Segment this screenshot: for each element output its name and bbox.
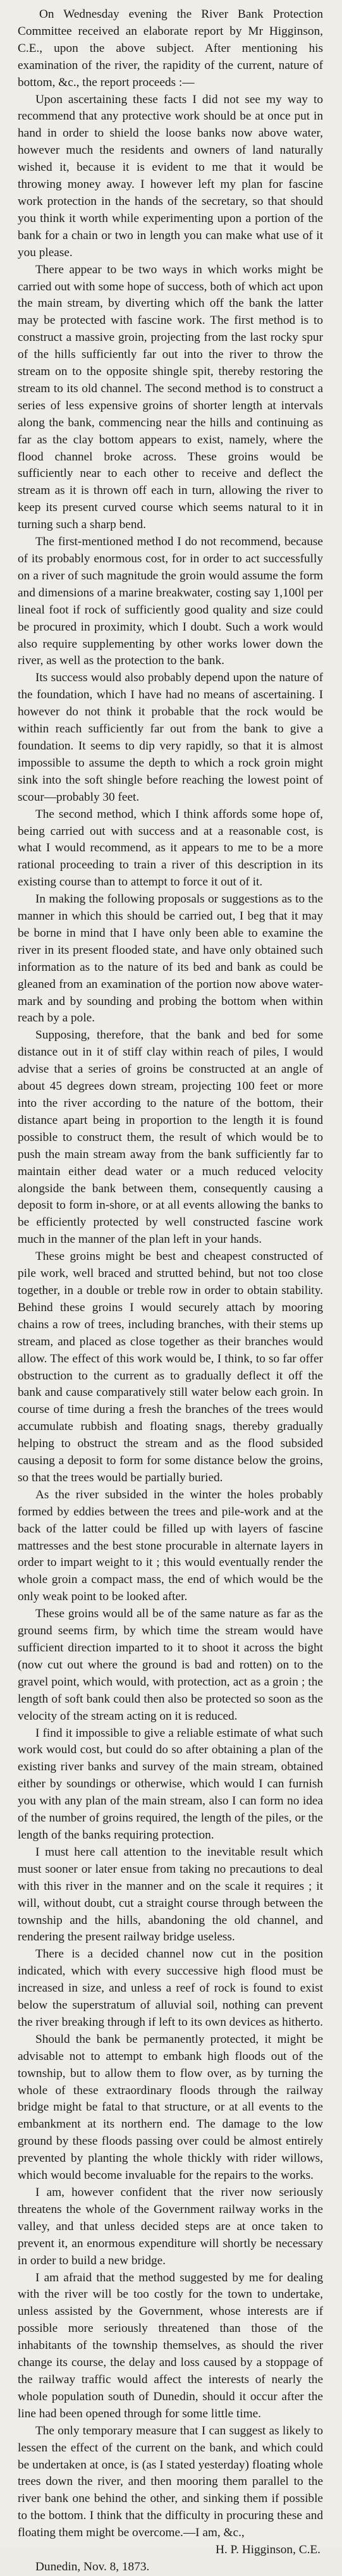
report-paragraph-16: I am afraid that the method suggested by me for dealing with the river will be too costly for the town to undertake, unless assisted by the Government, whose interests are if possible more seriously threatened than those of the inhabitants of the township themselves, as should the river change its course, the delay and loss caused by a stoppage of the railway traffic would affect the interests of nearly the whole population south of Dunedin, should it occur after the line had been opened through for some little time. [18,2271,323,2420]
report-paragraph-7: Supposing, therefore, that the bank and bed for some distance out in it of stiff clay within reach of piles, I would advise that a series of groins be constructed at an angle of about 45 degrees down stream, projecting 100 feet or more into the river according to the nature of the bottom, their distance apart being in proportion to the length it is found possible to construct them, the result of which would be to push the main stream away from the bank sufficiently far to maintain either dead water or a much reduced velocity alongside the bank between them, consequently causing a deposit to form in-shore, or at all events allowing the banks to be efficiently protected by well constructed fascine work much in the manner of the plan left in your hands. [18,1028,323,1247]
report-paragraph-15: I am, however confident that the river now seriously threatens the whole of the Government railway works in the valley, and that unless decided steps are at once taken to prevent it, an enormous expenditure will shortly be necessary in order to build a new bridge. [18,2186,323,2267]
report-paragraph-1: Upon ascertaining these facts I did not see my way to recommend that any protective work should be at once put in hand in order to shield the loose banks now above water, however much the residents and owners of land naturally wished it, because it is evident to me that it would be throwing money away. I however left my plan for fascine work protection in the hands of the secretary, so that should you think it worth while experimenting upon a portion of the bank for a chain or two in length you can make what use of it you please. [18,92,323,259]
report-paragraph-6: In making the following proposals or suggestions as to the manner in which this should be carried out, I beg that it may be borne in mind that I have only been able to examine the river in its present flooded state, and have only obtained such information as to the nature of its bed and bank as could be gleaned from an examination of the portion now above water-mark and by sounding and probing the bottom when within reach by a pole. [18,892,323,1025]
report-paragraph-8: These groins might be best and cheapest constructed of pile work, well braced and strutted behind, but not too close together, in a double or treble row in order to obtain stability. Behind these groins I would securely attach by mooring chains a row of trees, including branches, with their stems up stream, and placed as close together as their branches would allow. The effect of this work would be, I think, to so far offer obstruction to the current as to gradually deflect it off the bank and cause comparatively still water below each groin. In course of time during a fresh the branches of the trees would accumulate rubbish and floating snags, thereby gradually helping to obstruct the stream and as the flood subsided causing a deposit to form for some distance below the groins, so that the trees would be partially buried. [18,1250,323,1484]
report-paragraph-14: Should the bank be permanently protected, it might be advisable not to attempt to embank high floods out of the township, but to allow them to flow over, as by turning the whole of these extraordinary floods through the railway bridge might be fatal to that structure, or at all events to the embankment at its northern end. The damage to the low ground by these floods passing over could be almost entirely prevented by planting the whole thickly with rider willows, which would become invaluable for the repairs to the works. [18,2032,323,2183]
report-paragraph-5: The second method, which I think affords some hope of, being carried out with success and at a reasonable cost, is what I would recommend, as it appears to me to be a more rational proceeding to train a river of this description in its existing course than to attempt to force it out of it. [18,807,323,889]
report-paragraph-17: The only temporary measure that I can suggest as likely to lessen the effect of the current on the bank, and which could be undertaken at once, is (as I stated yesterday) floating whole trees down the river, and then mooring them parallel to the river bank one behind the other, and sinking them if possible to the bottom. I think that the difficulty in procuring these and floating them might be overcome.—I am, &c., [18,2424,323,2540]
report-paragraph-2: There appear to be two ways in which works might be carried out with some hope of success, both of which act upon the main stream, by diverting which off the bank the latter may be protected with fascine work. The first method is to construct a massive groin, projecting from the last rocky spur of the hills sufficiently far out into the river to throw the stream on to the opposite shingle spit, thereby restoring the stream to its old channel. The second method is to construct a series of less expensive groins of shorter length at intervals along the bank, commencing near the hills and continuing as far as the clay bottom appears to exist, namely, where the flood channel broke across. These groins would be sufficiently near to each other to receive and deflect the stream as it is thrown off each in turn, allowing the river to keep its present curved course which seems natural to it in turning such a sharp bend. [18,262,323,532]
report-paragraph-9: As the river subsided in the winter the holes probably formed by eddies between the trees and pile-work and at the back of the latter could be filled up with layers of fascine mattresses and the best stone procurable in alternate layers in order to impart weight to it ; this would eventually render the whole groin a compact mass, the end of which would be the only weak point to be looked after. [18,1488,323,1604]
report-paragraph-12: I must here call attention to the inevitable result which must sooner or later ensue from taking no precautions to deal with this river in the manner and on the scale it requires ; it will, without doubt, cut a straight course through between the township and the hills, abandoning the old channel, and rendering the present railway bridge useless. [18,1845,323,1944]
report-paragraph-4: Its success would also probably depend upon the nature of the foundation, which I have had no means of ascertaining. I however do not think it probable that the rock would be within reach sufficiently far out from the bank to give a foundation. It seems to dip very rapidly, so that it is almost impossible to assume the depth to which a rock groin might sink into the soft shingle before reaching the lowest point of scour—probably 30 feet. [18,671,323,804]
intro-paragraph: On Wednesday evening the River Bank Protection Committee received an elaborate report by Mr Higginson, C.E., upon the above subject. After mentioning his examination of the river, the rapidity of the current, nature of bottom, &c., the report proceeds :— [18,8,323,89]
report-paragraph-3: The first-mentioned method I do not recommend, because of its probably enormous cost, for in order to act successfully on a river of such magnitude the groin would assume the form and dimensions of a marine breakwater, costing say 1,100l per lineal foot if rock of sufficiently good quality and size could be procured in proximity, which I doubt. Such a work would also require supplementing by other works lower down the river, as well as the protection to the bank. [18,535,323,668]
report-paragraph-10: These groins would all be of the same nature as far as the ground seems firm, by which time the stream would have sufficient direction imparted to it to shoot it across the bight (now cut out where the ground is bad and rotten) on to the gravel point, which would, with protection, act as a groin ; the length of soft bank could then also be protected so soon as the velocity of the stream acting on it is reduced. [18,1607,323,1723]
dateline: Dunedin, Nov. 8, 1873. [35,2560,150,2573]
author-signature: H. P. Higginson, C.E. [215,2543,321,2557]
report-paragraph-13: There is a decided channel now cut in the position indicated, which with every successive high flood must be increased in size, and unless a reef of rock is found to exist below the superstratum of alluvial soil, nothing can prevent the river breaking through if left to its own devices as hitherto. [18,1947,323,2029]
report-paragraph-11: I find it impossible to give a reliable estimate of what such work would cost, but could do so after obtaining a plan of the existing river banks and survey of the main stream, obtained either by soundings or otherwise, which would I can furnish you with any plan of the main stream, also I can form no idea of the number of groins required, the length of the piles, or the length of the banks requiring protection. [18,1726,323,1842]
